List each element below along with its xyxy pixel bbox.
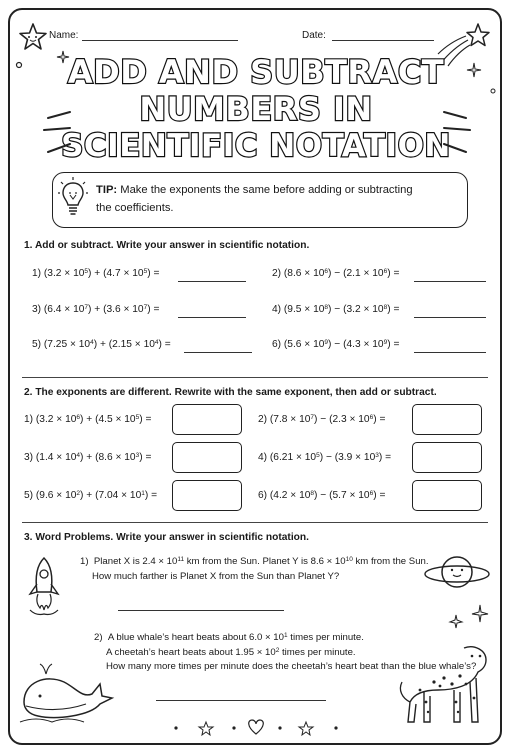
problem-2: 2) $(8.6 \times 10^6) - (2.1 \times 10^6)$ = (272, 268, 400, 279)
wp2-text: times per minute. (287, 632, 364, 643)
exponent: 5 (316, 452, 320, 459)
problem-number: 2) (272, 268, 282, 279)
sparkle-icon (470, 604, 490, 624)
star-icon (18, 22, 48, 52)
answer-line[interactable] (414, 269, 486, 282)
dot-icon (232, 726, 235, 729)
exponent: 8 (324, 304, 329, 311)
coefficient: 5.6 (287, 339, 302, 350)
coefficient: 3.2 (39, 414, 54, 425)
exponent: 6 (383, 268, 388, 275)
section-divider (22, 522, 488, 523)
exponent: 9 (383, 339, 388, 346)
operator: − (334, 268, 341, 279)
coefficient: 3.2 (346, 304, 361, 315)
coefficient: 8.6 (98, 452, 113, 463)
problem-6: 6) $(5.6 \times 10^9) - (4.3 \times 10^9)$ = (272, 339, 400, 350)
exponent: 3 (135, 452, 140, 459)
title-line-2: NUMBERS IN (139, 90, 373, 128)
lightbulb-icon (58, 177, 88, 219)
exponent: 4 (154, 339, 159, 346)
answer-line[interactable] (184, 340, 252, 353)
answer-box[interactable] (172, 480, 242, 511)
star-icon (299, 722, 313, 735)
tip-text-part2: the coefficients. (96, 202, 174, 214)
ray-lines-right-icon (440, 108, 472, 158)
wp2-text: A cheetah’s heart beats about 1.95 × 10 (106, 646, 276, 658)
operator: + (86, 452, 93, 463)
exponent: 6 (324, 268, 329, 275)
bottom-decoration (172, 718, 342, 738)
operator: + (94, 304, 101, 315)
coefficient: 1.4 (39, 452, 54, 463)
problem-1: 1) $(3.2 \times 10^5) + (4.7 \times 10^5)$ = (32, 268, 160, 279)
coefficient: 5.7 (332, 490, 347, 501)
problem-number: 1) (24, 414, 34, 425)
wp1-question: How much farther is Planet X from the Sun than Planet Y? (92, 570, 340, 582)
problem-number: 6) (272, 339, 282, 350)
operator: + (86, 490, 93, 501)
problem-3: 3) $(1.4 \times 10^4) + (8.6 \times 10^3)$ = (24, 452, 152, 463)
title-line-1: ADD AND SUBTRACT (67, 53, 445, 91)
operator: − (334, 304, 341, 315)
coefficient: 8.6 (287, 268, 302, 279)
coefficient: 7.25 (47, 339, 68, 350)
problem-number: 1) (80, 556, 89, 567)
coefficient: 9.6 (39, 490, 54, 501)
exponent: 3 (375, 452, 379, 459)
section-2-title: 2. The exponents are different. Rewrite with the same exponent, then add or subtract. (24, 387, 437, 398)
problem-number: 6) (258, 490, 268, 501)
exponent: 6 (369, 414, 374, 421)
coefficient: 4.7 (106, 268, 121, 279)
wp1-text: km from the Sun. (352, 556, 429, 567)
exponent: 11 (177, 556, 185, 563)
coefficient: 4.5 (98, 414, 113, 425)
section-3-title: 3. Word Problems. Write your answer in scientific notation. (24, 532, 309, 543)
exponent: 4 (76, 452, 81, 459)
dot-icon (278, 726, 281, 729)
answer-box[interactable] (172, 442, 242, 473)
exponent: 7 (143, 304, 148, 311)
coefficient: 9.5 (287, 304, 302, 315)
answer-line[interactable] (414, 305, 486, 318)
operator: + (99, 339, 106, 350)
problem-number: 3) (32, 304, 42, 315)
problem-6: 6) $(4.2 \times 10^8) - (5.7 \times 10^6)$ = (258, 490, 386, 501)
date-field[interactable] (332, 30, 434, 41)
coefficient: 2.15 (112, 339, 132, 350)
problem-number: 5) (24, 490, 34, 501)
answer-line-wp1[interactable] (118, 598, 284, 611)
exponent: 4 (90, 339, 94, 346)
coefficient: 3.6 (106, 304, 121, 315)
answer-line-wp2[interactable] (156, 688, 326, 701)
problem-3: 3) $(6.4 \times 10^7) + (3.6 \times 10^7)$ = (32, 304, 160, 315)
exponent: 8 (383, 304, 388, 311)
name-field[interactable] (82, 30, 238, 41)
date-label: Date: (302, 30, 326, 41)
problem-1: 1) $(3.2 \times 10^6) + (4.5 \times 10^5)$ = (24, 414, 152, 425)
operator: − (320, 414, 327, 425)
exponent: 8 (310, 490, 315, 497)
problem-5: 5) $(9.6 \times 10^2) + (7.04 \times 10^1)$ = (24, 490, 158, 501)
exponent: 5 (143, 268, 148, 275)
exponent: 7 (84, 304, 89, 311)
problem-5: 5) $(7.25 \times 10^4) + (2.15 \times 10^4)$ = (32, 339, 171, 350)
exponent: 6 (76, 414, 81, 421)
answer-box[interactable] (172, 404, 242, 435)
exponent: 2 (275, 646, 280, 654)
star-icon (199, 722, 213, 735)
problem-4: 4) $(9.5 \times 10^8) - (3.2 \times 10^8)$ = (272, 304, 400, 315)
coefficient: 7.04 (98, 490, 119, 501)
coefficient: 4.3 (346, 339, 361, 350)
sparkle-icon (448, 614, 464, 630)
answer-box[interactable] (412, 480, 482, 511)
operator: − (320, 490, 327, 501)
problem-4: 4) $(6.21 \times 10^5) - (3.9 \times 10^3)$ = (258, 452, 392, 463)
coefficient: 4.2 (273, 490, 288, 501)
exponent: 6 (369, 490, 374, 497)
problem-number: 4) (258, 452, 268, 463)
operator: − (334, 339, 341, 350)
problem-number: 2) (94, 632, 103, 643)
answer-box[interactable] (412, 404, 482, 435)
cheetah-icon (394, 642, 494, 728)
wp2-question: How many more times per minute does the cheetah’s heart beat than the blue whale’s? (106, 661, 477, 672)
answer-line[interactable] (178, 269, 246, 282)
wp1-text: km from the Sun. Planet Y is 8.6 × 10 (184, 556, 346, 567)
tip-text (96, 181, 456, 217)
exponent: 1 (283, 632, 288, 639)
tip-text-part1: Make the exponents the same before adding or subtracting (117, 184, 413, 196)
ray-lines-left-icon (42, 108, 74, 158)
problem-number: 5) (32, 339, 42, 350)
wp1-text: Planet X is 2.4 × 10 (93, 556, 178, 567)
coefficient: 3.9 (338, 452, 353, 463)
whale-icon (16, 664, 116, 724)
problem-number: 1) (32, 268, 42, 279)
word-problem-1 (80, 555, 429, 584)
operator: − (325, 452, 332, 463)
heart-icon (249, 720, 264, 734)
coefficient: 6.21 (273, 452, 294, 463)
section-1-title: 1. Add or subtract. Write your answer in scientific notation. (24, 240, 310, 251)
operator: + (86, 414, 93, 425)
dot-icon (334, 726, 337, 729)
coefficient: 2.3 (332, 414, 347, 425)
exponent: 5 (135, 414, 140, 421)
wp2-text: times per minute. (279, 646, 356, 658)
wp2-text: A blue whale’s heart beats about 6.0 × 10 (107, 632, 284, 643)
answer-box[interactable] (412, 442, 482, 473)
coefficient: 7.8 (273, 414, 288, 425)
exponent: 10 (345, 556, 353, 563)
problem-2: 2) $(7.8 \times 10^7) - (2.3 \times 10^6)$ = (258, 414, 386, 425)
name-label: Name: (49, 30, 79, 41)
coefficient: 3.2 (47, 268, 62, 279)
exponent: 2 (76, 490, 81, 497)
problem-number: 3) (24, 452, 34, 463)
exponent: 9 (324, 339, 329, 346)
tip-label: TIP: (96, 184, 118, 196)
operator: + (94, 268, 101, 279)
section-divider (22, 377, 488, 378)
title-line-3: SCIENTIFIC NOTATION (61, 128, 451, 164)
exponent: 1 (141, 490, 145, 497)
problem-number: 2) (258, 414, 268, 425)
coefficient: 2.1 (346, 268, 361, 279)
planet-icon (422, 548, 492, 598)
exponent: 7 (310, 414, 315, 421)
coefficient: 6.4 (47, 304, 62, 315)
problem-number: 4) (272, 304, 282, 315)
answer-line[interactable] (414, 340, 486, 353)
exponent: 5 (84, 268, 89, 275)
rocket-icon (22, 556, 66, 620)
dot-icon (174, 726, 177, 729)
answer-line[interactable] (178, 305, 246, 318)
